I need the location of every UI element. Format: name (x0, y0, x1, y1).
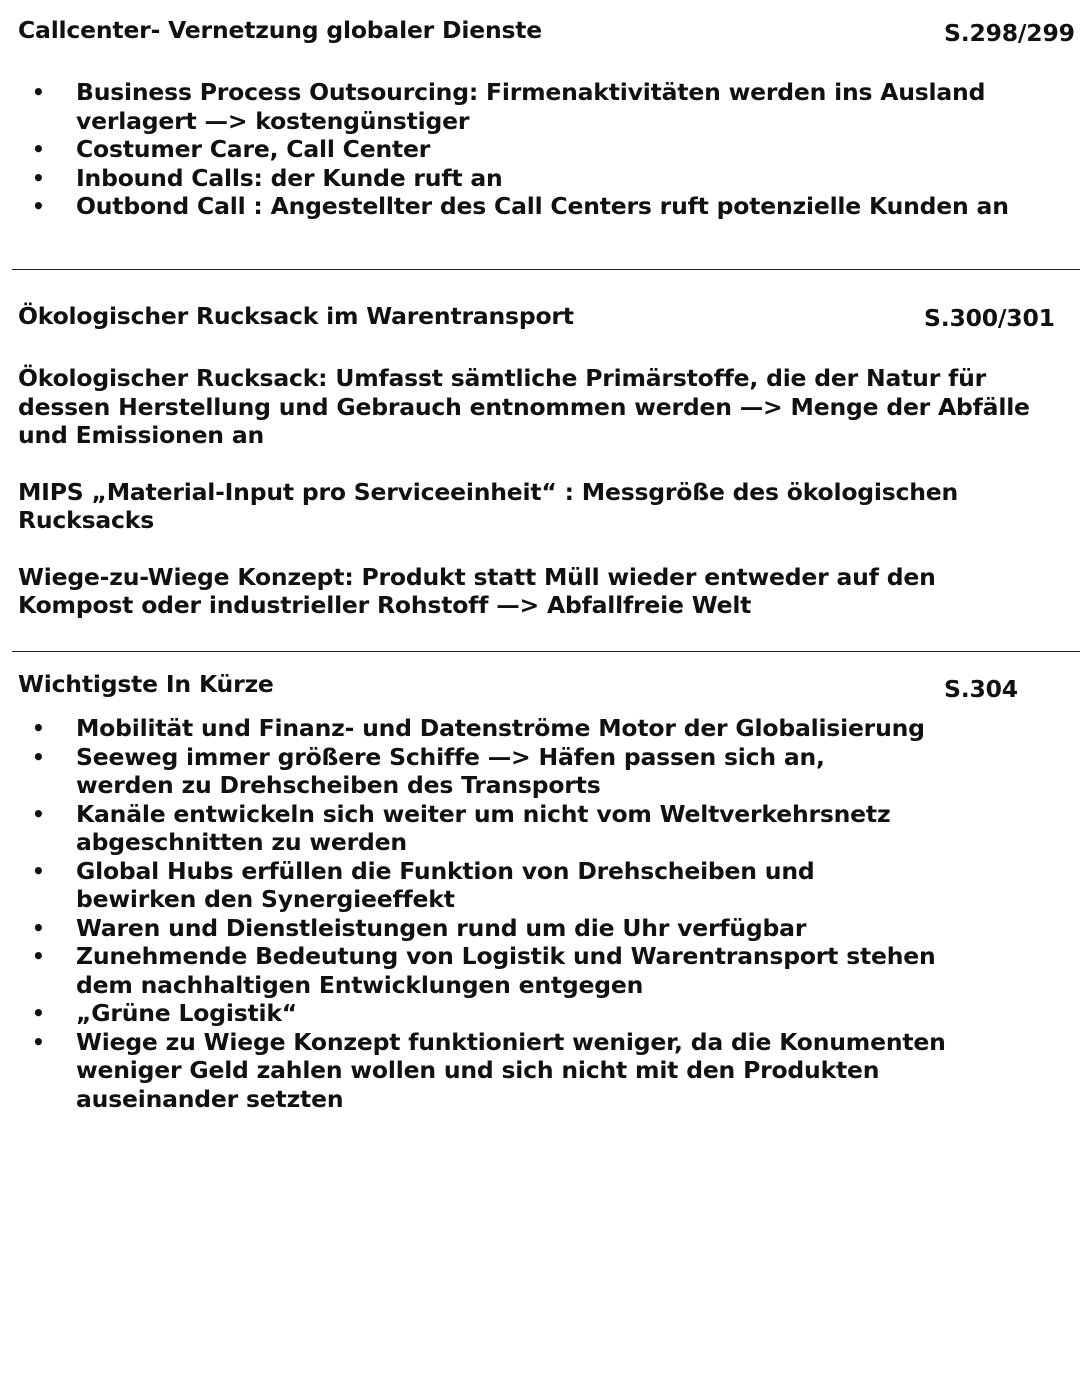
list-item (18, 942, 1080, 999)
list-item (18, 1028, 1080, 1114)
bullet-icon: • (32, 1029, 45, 1054)
section-header (18, 302, 1080, 334)
bullet-icon: • (32, 716, 45, 740)
bullet-icon: • (32, 944, 45, 968)
list-item (18, 800, 1080, 857)
list-item-text: Business Process Outsourcing: Firmenaktivitäten werden ins Ausland verlagert —> kostengünstiger (76, 78, 986, 135)
bullet-list (18, 714, 1080, 1113)
list-item (18, 714, 1080, 743)
list-item (18, 78, 1080, 135)
bullet-icon: • (32, 80, 45, 104)
list-item (18, 164, 1080, 193)
bullet-icon: • (32, 165, 45, 190)
bullet-icon: • (32, 137, 45, 161)
section-divider (12, 269, 1080, 270)
section-oekologischer-rucksack (18, 302, 1080, 620)
bullet-icon: • (32, 1001, 45, 1025)
list-item (18, 914, 1080, 943)
list-item-text: Mobilität und Finanz- und Datenströme Motor der Globalisierung (76, 714, 925, 742)
paragraph-wiege-zu-wiege: Wiege-zu-Wiege Konzept: Produkt statt Müll wieder entweder auf den Kompost oder industrieller Rohstoff —> Abfallfreie Welt (18, 562, 936, 619)
section-divider (12, 651, 1080, 652)
bullet-icon: • (32, 858, 45, 883)
section-title: Ökologischer Rucksack im Warentransport (18, 302, 574, 330)
list-item (18, 192, 1080, 221)
list-item-text: Seeweg immer größere Schiffe —> Häfen passen sich an, werden zu Drehscheiben des Transports (76, 742, 825, 799)
section-wichtigste-in-kuerze (18, 670, 1080, 1113)
page-reference: S.304 (944, 675, 1018, 703)
list-item (18, 743, 1080, 800)
bullet-list (18, 78, 1080, 221)
section-title: Wichtigste In Kürze (18, 670, 274, 698)
page-reference: S.298/299 (944, 19, 1075, 47)
bullet-icon: • (32, 744, 45, 769)
list-item-text: Waren und Dienstleistungen rund um die Uhr verfügbar (76, 913, 807, 942)
list-item-text: Kanäle entwickeln sich weiter um nicht vom Weltverkehrsnetz abgeschnitten zu werden (76, 799, 891, 856)
list-item (18, 135, 1080, 164)
bullet-icon: • (32, 194, 45, 218)
list-item-text: Wiege zu Wiege Konzept funktioniert weniger, da die Konumenten weniger Geld zahlen wollen und sich nicht mit den Produkten auseinander setzten (76, 1027, 946, 1113)
bullet-icon: • (32, 915, 45, 940)
paragraph-definition: Ökologischer Rucksack: Umfasst sämtliche Primärstoffe, die der Natur für dessen Herstellung und Gebrauch entnommen werden —> Menge der Abfälle und Emissionen an (18, 364, 1030, 449)
list-item-text: Outbond Call : Angestellter des Call Centers ruft potenzielle Kunden an (76, 192, 1009, 220)
section-header (18, 670, 1080, 702)
bullet-icon: • (32, 801, 45, 826)
list-item-text: Inbound Calls: der Kunde ruft an (76, 163, 503, 192)
list-item (18, 999, 1080, 1028)
list-item-text: Costumer Care, Call Center (76, 135, 431, 163)
list-item (18, 857, 1080, 914)
list-item-text: „Grüne Logistik“ (76, 999, 298, 1027)
section-header (18, 16, 1080, 48)
paragraph-mips: MIPS „Material-Input pro Serviceeinheit“ : Messgröße des ökologischen Rucksacks (18, 477, 959, 534)
list-item-text: Zunehmende Bedeutung von Logistik und Warentransport stehen dem nachhaltigen Entwicklungen entgegen (76, 942, 936, 999)
page-reference: S.300/301 (924, 304, 1055, 332)
section-callcenter (18, 16, 1080, 221)
section-title: Callcenter- Vernetzung globaler Dienste (18, 16, 543, 44)
list-item-text: Global Hubs erfüllen die Funktion von Drehscheiben und bewirken den Synergieeffekt (76, 856, 815, 913)
